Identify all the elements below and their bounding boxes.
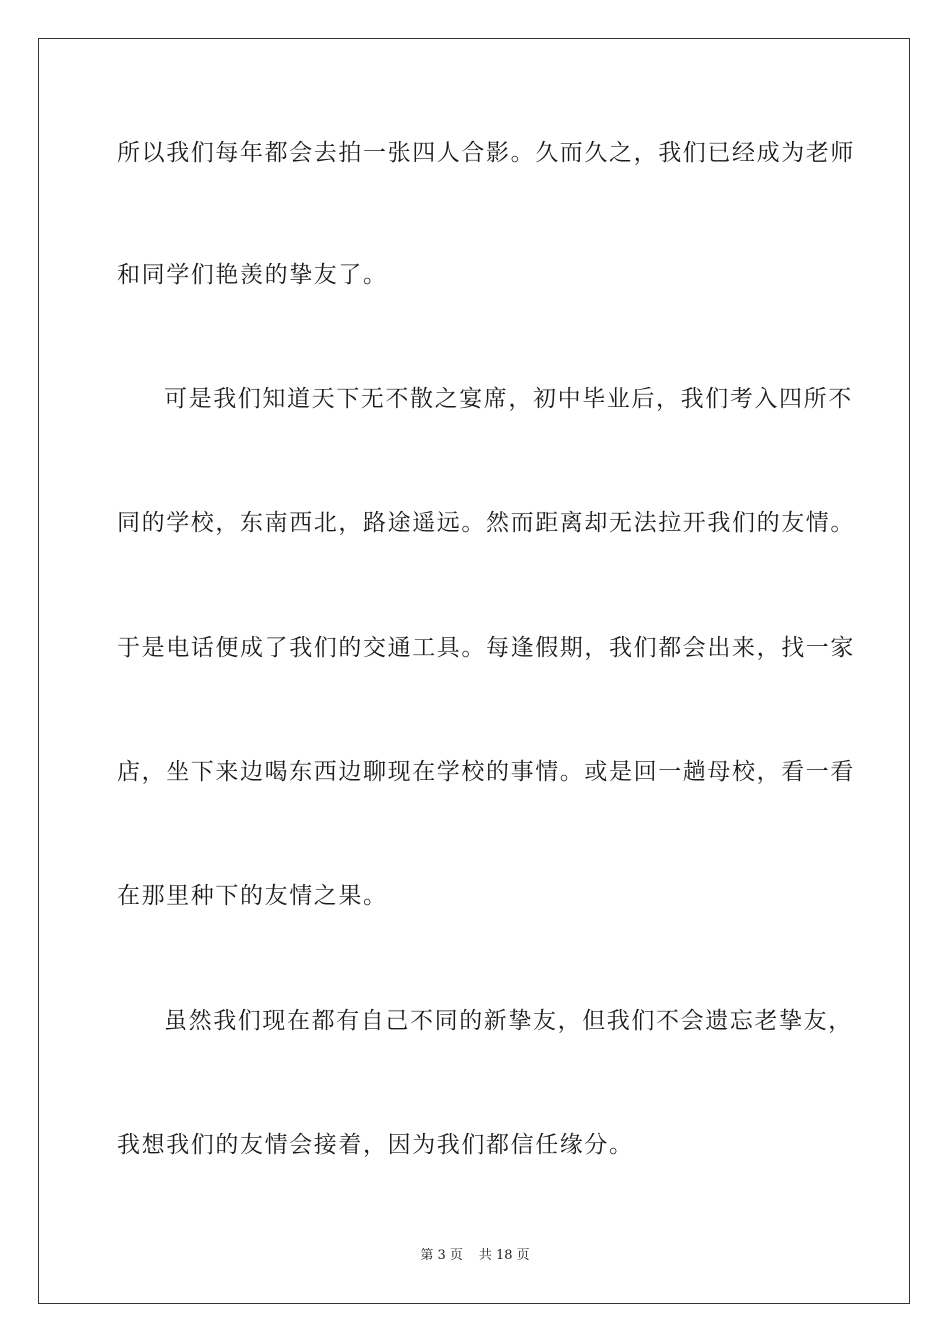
page-footer xyxy=(0,1246,950,1266)
body-text-line: 同的学校，东南西北，路途遥远。然而距离却无法拉开我们的友情。 xyxy=(117,510,855,536)
body-text-line: 所以我们每年都会去拍一张四人合影。久而久之，我们已经成为老师 xyxy=(117,140,855,166)
body-text-line: 在那里种下的友情之果。 xyxy=(117,883,388,909)
body-text-line: 和同学们艳羡的挚友了。 xyxy=(117,262,388,288)
body-text-line: 虽然我们现在都有自己不同的新挚友，但我们不会遗忘老挚友， xyxy=(164,1008,853,1034)
body-text-line: 于是电话便成了我们的交通工具。每逢假期，我们都会出来，找一家 xyxy=(117,635,855,661)
body-text-line: 可是我们知道天下无不散之宴席，初中毕业后，我们考入四所不 xyxy=(164,386,853,412)
body-text-line: 我想我们的友情会接着，因为我们都信任缘分。 xyxy=(117,1132,634,1158)
page-number-total: 共 18 页 xyxy=(478,1248,530,1263)
page-number-current: 第 3 页 xyxy=(420,1248,463,1263)
page-frame xyxy=(38,38,910,1304)
body-text-line: 店，坐下来边喝东西边聊现在学校的事情。或是回一趟母校，看一看 xyxy=(117,759,855,785)
